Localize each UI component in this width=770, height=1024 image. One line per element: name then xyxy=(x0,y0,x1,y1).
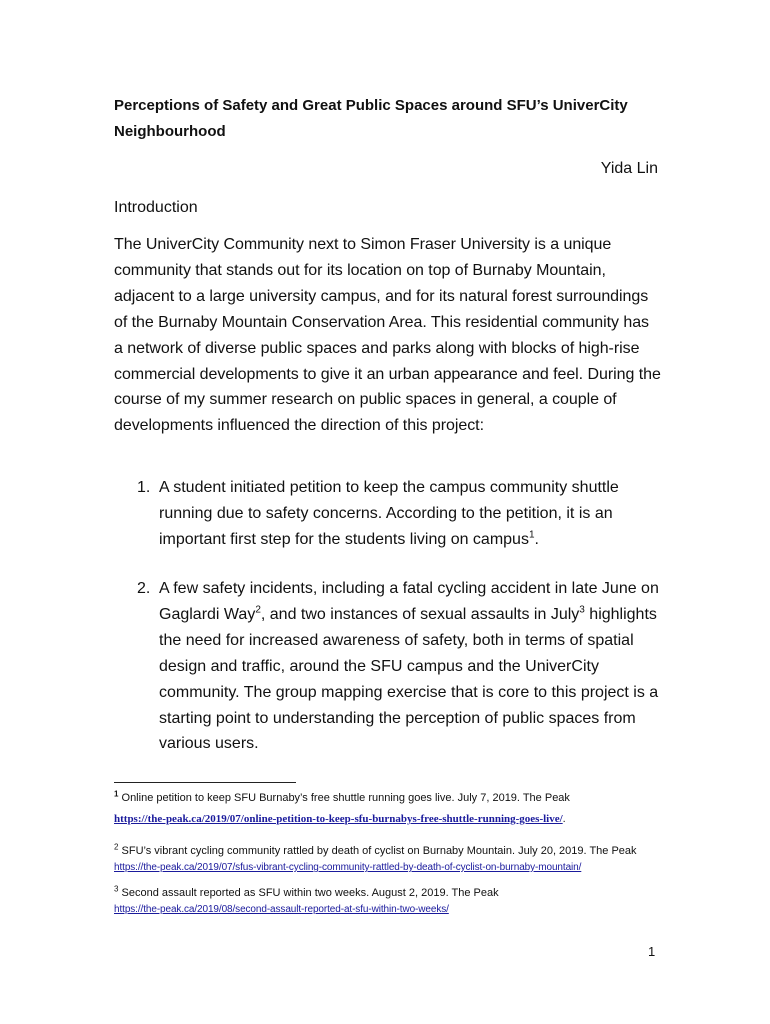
footnote-3-link-line xyxy=(114,901,674,918)
author-name: Yida Lin xyxy=(600,160,658,177)
list-item-2-middle: , and two instances of sexual assaults in July xyxy=(260,605,580,623)
footnote-2-link[interactable]: https://the-peak.ca/2019/07/sfus-vibrant-cycling-community-rattled-by-death-of-cyclist-on-burnaby-mountain/ xyxy=(114,862,582,873)
footnote-2-text: SFU’s vibrant cycling community rattled by death of cyclist on Burnaby Mountain. July 20, 2019. The Peak xyxy=(118,845,637,857)
list-number-1: 1. xyxy=(137,479,151,496)
list-item-2-trail: highlights the need for increased awareness of safety, both in terms of spatial design and traffic, around the SFU campus and the UniverCity community. The group mapping exercise that is core to this project is a starting point to understanding the perception of public spaces from various users. xyxy=(159,605,659,753)
footnote-2 xyxy=(114,843,674,860)
footnote-1-trail: . xyxy=(562,813,566,825)
page-number: 1 xyxy=(648,944,656,959)
footnote-2-link-line xyxy=(114,859,674,876)
list-item-2-text: A few safety incidents, including a fatal cycling accident in late June on Gaglardi Way xyxy=(159,580,659,623)
footnote-3 xyxy=(114,885,674,902)
title-line-2: Neighbourhood xyxy=(114,123,226,140)
footnote-3-link[interactable]: https://the-peak.ca/2019/08/second-assault-reported-at-sfu-within-two-weeks/ xyxy=(114,904,449,915)
intro-paragraph: The UniverCity Community next to Simon Fraser University is a unique community that stands out for its location on top of Burnaby Mountain, adjacent to a large university campus, and for its natural forest surroundings of the Burnaby Mountain Conservation Area. This residential community has a network of diverse public spaces and parks along with blocks of high-rise commercial developments to give it an urban appearance and feel. During the course of my summer research on public spaces in general, a couple of developments influenced the direction of this project: xyxy=(114,236,661,435)
footnote-3-text: Second assault reported as SFU within two weeks. August 2, 2019. The Peak xyxy=(118,887,499,899)
footnote-ref-1[interactable]: 1 xyxy=(528,529,535,541)
footnote-ref-2[interactable]: 2 xyxy=(255,604,261,616)
document-title xyxy=(114,93,674,145)
footnote-mark-1: 1 xyxy=(114,789,119,799)
footnote-1 xyxy=(114,790,674,807)
list-item-1-trail: . xyxy=(534,530,539,548)
title-line-1: Perceptions of Safety and Great Public Spaces around SFU’s UniverCity xyxy=(114,97,628,114)
footnote-separator xyxy=(114,782,296,783)
footnote-1-text: Online petition to keep SFU Burnaby’s free shuttle running goes live. July 7, 2019. The Peak xyxy=(118,792,570,804)
footnote-1-link[interactable]: https://the-peak.ca/2019/07/online-petition-to-keep-sfu-burnabys-free-shuttle-running-goes-live/ xyxy=(114,813,563,825)
list-item-1-text: A student initiated petition to keep the campus community shuttle running due to safety concerns. According to the petition, it is an important first step for the students living on campus xyxy=(159,479,619,548)
list-item-2 xyxy=(159,576,659,757)
list-number-2: 2. xyxy=(137,580,151,597)
footnote-mark-3: 3 xyxy=(114,884,119,894)
footnote-ref-3[interactable]: 3 xyxy=(579,604,585,616)
list-item-1 xyxy=(159,475,659,553)
section-heading: Introduction xyxy=(114,199,198,216)
footnote-mark-2: 2 xyxy=(114,842,119,852)
footnote-1-link-line xyxy=(114,811,674,828)
